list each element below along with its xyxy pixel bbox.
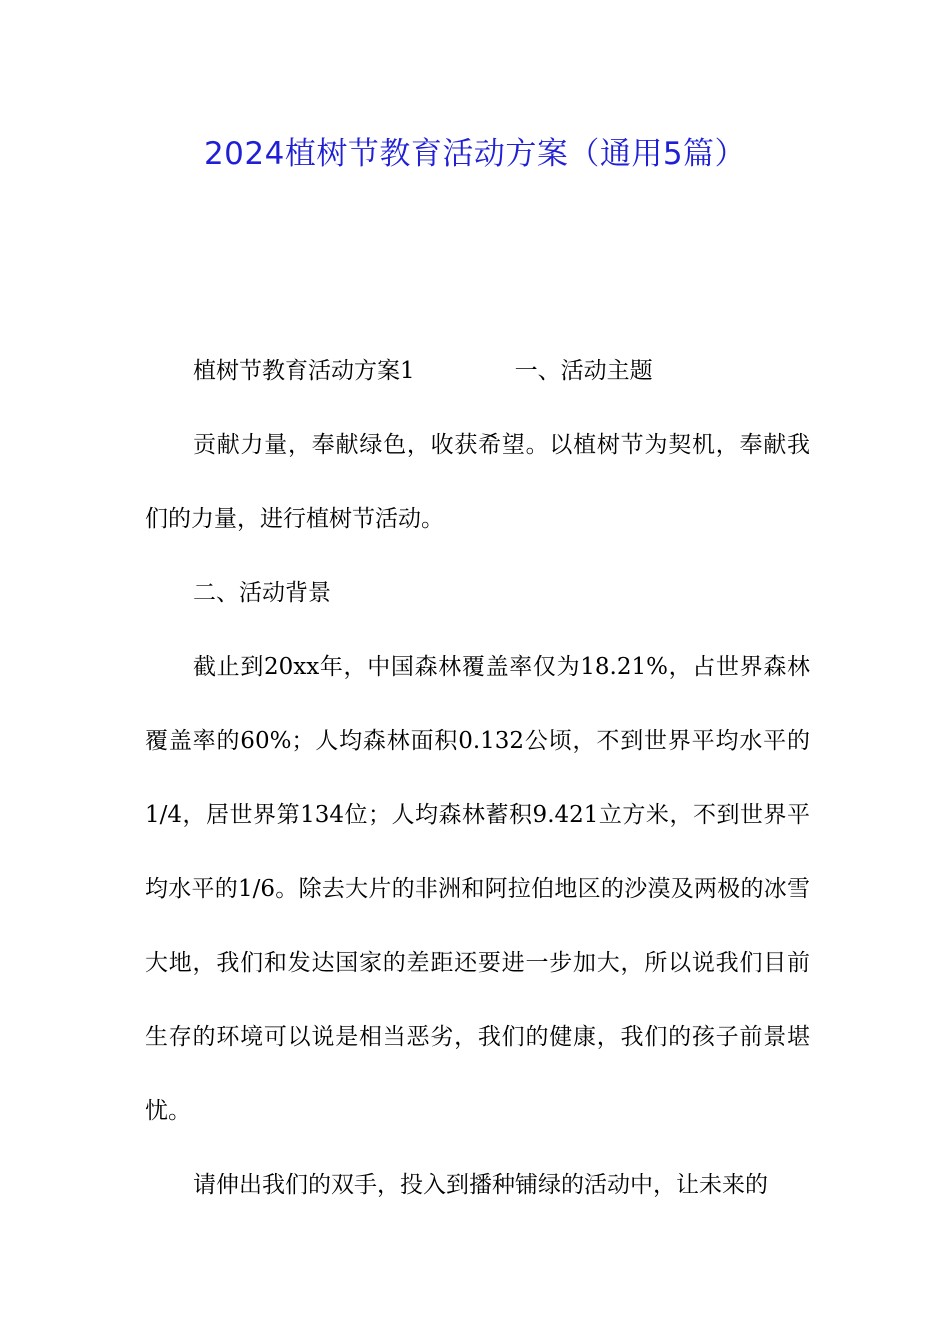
paragraph-theme-text: 贡献力量，奉献绿色，收获希望。以植树节为契机，奉献我们的力量，进行植树节活动。: [145, 432, 810, 532]
document-title: 2024植树节教育活动方案（通用5篇）: [203, 136, 747, 172]
document-body: [145, 334, 810, 1222]
section-heading-theme: 一、活动主题: [514, 358, 653, 384]
plan-label: 植树节教育活动方案1: [193, 358, 415, 384]
paragraph-call-to-action: 请伸出我们的双手，投入到播种铺绿的活动中，让未来的: [193, 1172, 768, 1198]
first-line: [145, 334, 810, 408]
paragraph-background-text: 截止到20xx年，中国森林覆盖率仅为18.21%，占世界森林覆盖率的60%；人均森林面积0.132公顷，不到世界平均水平的1/4，居世界第134位；人均森林蓄积9.421立方米，不到世界平均水平的1/6。除去大片的非洲和阿拉伯地区的沙漠及两极的冰雪大地，我们和发达国家的差距还要进一步加大，所以说我们目前生存的环境可以说是相当恶劣，我们的健康，我们的孩子前景堪忧。: [145, 654, 810, 1124]
section-heading-background: 二、活动背景: [193, 580, 331, 606]
